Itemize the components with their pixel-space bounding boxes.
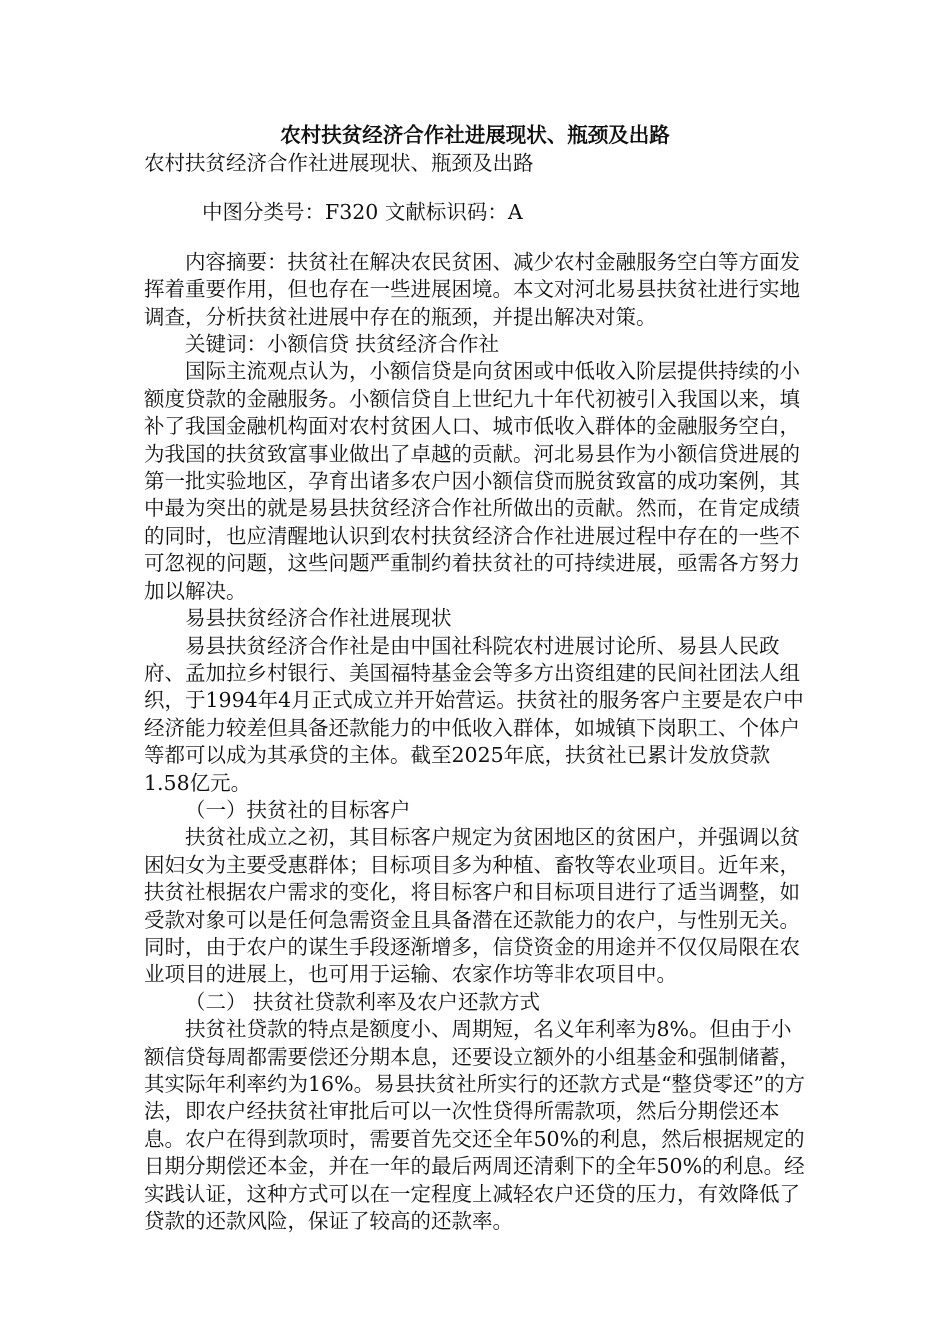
keywords-line: 关键词：小额信贷 扶贫经济合作社 — [185, 332, 500, 357]
classification-line: 中图分类号：F320 文献标识码：A — [202, 200, 523, 225]
body-paragraph: 国际主流观点认为，小额信贷是向贫困或中低收入阶层提供持续的小额度贷款的金融服务。小额信贷自上世纪九十年代初被引入我国以来，填补了我国金融机构面对农村贫困人口、城市低收入群体的金融服务空白，为我国的扶贫致富事业做出了卓越的贡献。河北易县作为小额信贷进展的第一批实验地区，孕育出诸多农户因小额信贷而脱贫致富的成功案例，其中最为突出的就是易县扶贫经济合作社所做出的贡献。然而，在肯定成绩的同时，也应清醒地认识到农村扶贫经济合作社进展过程中存在的一些不可忽视的问题，这些问题严重制约着扶贫社的可持续进展，亟需各方努力加以解决。 — [144, 359, 800, 603]
section-heading: 易县扶贫经济合作社进展现状 — [185, 606, 452, 631]
subsection-heading: （一）扶贫社的目标客户 — [185, 797, 411, 822]
body-paragraph: 扶贫社贷款的特点是额度小、周期短，名义年利率为8%。但由于小额信贷每周都需要偿还分期本息，还要设立额外的小组基金和强制储蓄，其实际年利率约为16%。易县扶贫社所实行的还款方式是“整贷零还”的方法，即农户经扶贫社审批后可以一次性贷得所需款项，然后分期偿还本息。农户在得到款项时，需要首先交还全年50%的利息，然后根据规定的日期分期偿还本金，并在一年的最后两周还清剩下的全年50%的利息。经实践认证，这种方式可以在一定程度上减轻农户还贷的压力，有效降低了贷款的还款风险，保证了较高的还款率。 — [144, 1017, 806, 1234]
document-subtitle: 农村扶贫经济合作社进展现状、瓶颈及出路 — [144, 151, 534, 175]
abstract-paragraph: 内容摘要：扶贫社在解决农民贫困、减少农村金融服务空白等方面发挥着重要作用，但也存在一些进展困境。本文对河北易县扶贫社进行实地调查，分析扶贫社进展中存在的瓶颈，并提出解决对策。 — [144, 249, 800, 329]
body-paragraph: 易县扶贫经济合作社是由中国社科院农村进展讨论所、易县人民政府、孟加拉乡村银行、美国福特基金会等多方出资组建的民间社团法人组织，于1994年4月正式成立并开始营运。扶贫社的服务客户主要是农户中经济能力较差但具备还款能力的中低收入群体，如城镇下岗职工、个体户等都可以成为其承贷的主体。截至2025年底，扶贫社已累计发放贷款1.58亿元。 — [144, 633, 804, 795]
document-title: 农村扶贫经济合作社进展现状、瓶颈及出路 — [280, 123, 670, 147]
body-paragraph: 扶贫社成立之初，其目标客户规定为贫困地区的贫困户，并强调以贫困妇女为主要受惠群体；目标项目多为种植、畜牧等农业项目。近年来，扶贫社根据农户需求的变化，将目标客户和目标项目进行了适当调整，如受款对象可以是任何急需资金且具备潜在还款能力的农户，与性别无关。同时，由于农户的谋生手段逐渐增多，信贷资金的用途并不仅仅局限在农业项目的进展上，也可用于运输、农家作坊等非农项目中。 — [144, 825, 800, 987]
subsection-heading: （二） 扶贫社贷款利率及农户还款方式 — [185, 989, 541, 1014]
document-body — [144, 120, 806, 1235]
